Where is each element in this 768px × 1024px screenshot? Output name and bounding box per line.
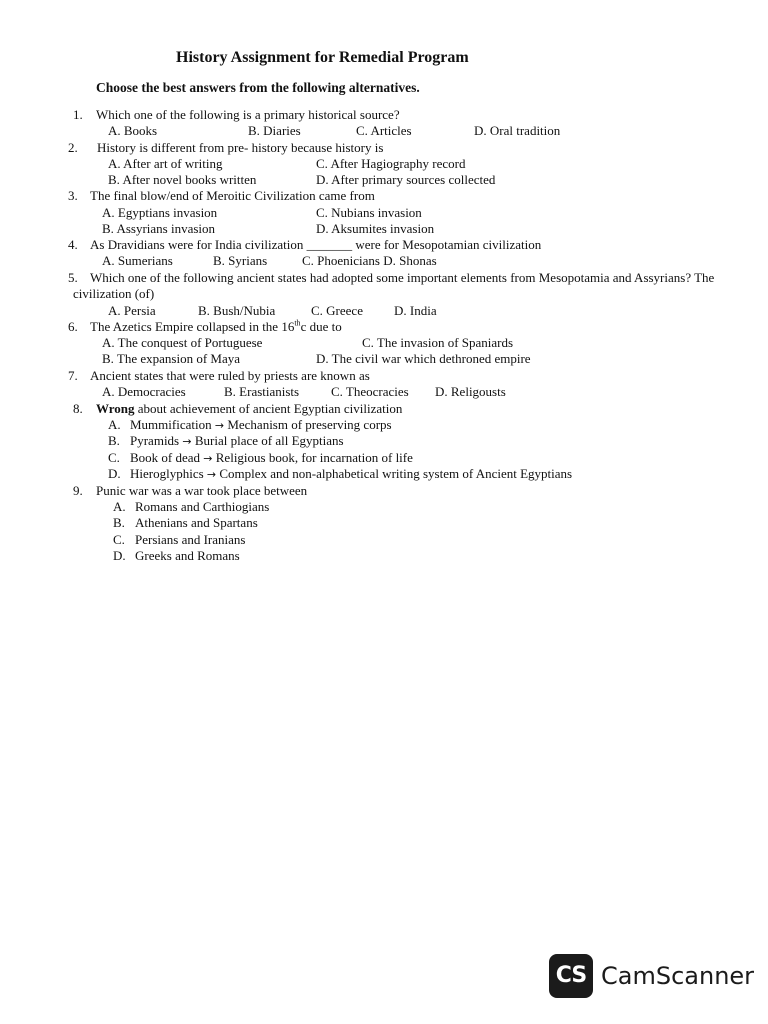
question-5-text-continued: civilization (of) bbox=[73, 286, 155, 301]
camscanner-logo-icon: CS bbox=[549, 954, 593, 998]
right-arrow-icon: → bbox=[206, 468, 217, 481]
question-8-number: 8. bbox=[73, 401, 83, 416]
option-text: Romans and Carthiogians bbox=[135, 499, 270, 514]
question-7-option-d: D. Religousts bbox=[435, 384, 506, 399]
camscanner-name: CamScanner bbox=[601, 962, 755, 990]
option-description: Religious book, for incarnation of life bbox=[215, 450, 413, 465]
option-term: Pyramids bbox=[130, 433, 180, 448]
instruction: Choose the best answers from the following alternatives. bbox=[96, 80, 420, 95]
camscanner-watermark bbox=[549, 954, 755, 998]
question-4-option-b: B. Syrians bbox=[213, 253, 268, 268]
question-6-option-a: A. The conquest of Portuguese bbox=[102, 335, 263, 350]
question-8-option-d bbox=[108, 466, 572, 483]
question-2-option-b: B. After novel books written bbox=[108, 172, 257, 187]
option-term: Hieroglyphics bbox=[130, 466, 204, 481]
question-6-option-d: D. The civil war which dethroned empire bbox=[316, 351, 531, 366]
question-5-option-b: B. Bush/Nubia bbox=[198, 303, 276, 318]
question-6-text-before: The Azetics Empire collapsed in the 16 bbox=[90, 319, 295, 334]
question-4-number: 4. bbox=[68, 237, 78, 252]
option-label: C. bbox=[108, 450, 120, 465]
question-1-option-d: D. Oral tradition bbox=[474, 123, 561, 138]
option-term: Book of dead bbox=[130, 450, 201, 465]
question-7-number: 7. bbox=[68, 368, 78, 383]
option-term: Mummification bbox=[130, 417, 212, 432]
question-5-option-d: D. India bbox=[394, 303, 437, 318]
option-text: Persians and Iranians bbox=[135, 532, 246, 547]
question-1-number: 1. bbox=[73, 107, 83, 122]
option-label: C. bbox=[113, 532, 125, 547]
option-text: Greeks and Romans bbox=[135, 548, 240, 563]
option-label: B. bbox=[108, 433, 120, 448]
question-6-superscript: th bbox=[294, 318, 301, 328]
question-8-text bbox=[96, 401, 402, 417]
question-7-option-a: A. Democracies bbox=[102, 384, 186, 399]
question-3-option-b: B. Assyrians invasion bbox=[102, 221, 216, 236]
option-label: D. bbox=[108, 466, 121, 481]
question-3-text: The final blow/end of Meroitic Civilization came from bbox=[90, 188, 375, 203]
option-description: Burial place of all Egyptians bbox=[194, 433, 344, 448]
question-8-option-b bbox=[108, 433, 344, 450]
question-5-option-a: A. Persia bbox=[108, 303, 156, 318]
question-9-text: Punic war was a war took place between bbox=[96, 483, 308, 498]
right-arrow-icon: → bbox=[203, 452, 213, 465]
question-1-option-a: A. Books bbox=[108, 123, 158, 138]
option-description: Complex and non-alphabetical writing system of Ancient Egyptians bbox=[219, 466, 573, 481]
question-7-option-b: B. Erastianists bbox=[224, 384, 300, 399]
question-1-option-c: C. Articles bbox=[356, 123, 412, 138]
question-3-option-d: D. Aksumites invasion bbox=[316, 221, 435, 236]
question-9-option-a bbox=[113, 499, 269, 515]
page-title: History Assignment for Remedial Program bbox=[176, 49, 469, 66]
question-6-number: 6. bbox=[68, 319, 78, 334]
option-text: Athenians and Spartans bbox=[135, 515, 258, 530]
question-6-option-c: C. The invasion of Spaniards bbox=[362, 335, 514, 350]
question-7-text: Ancient states that were ruled by priests are known as bbox=[90, 368, 370, 383]
question-2-option-a: A. After art of writing bbox=[108, 156, 223, 171]
question-8-option-c bbox=[108, 450, 413, 467]
question-2-option-c: C. After Hagiography record bbox=[316, 156, 466, 171]
option-description: Mechanism of preserving corps bbox=[227, 417, 392, 432]
question-9-option-b bbox=[113, 515, 258, 531]
question-9-number: 9. bbox=[73, 483, 83, 498]
question-2-option-d: D. After primary sources collected bbox=[316, 172, 496, 187]
option-label: D. bbox=[113, 548, 126, 563]
question-1-option-b: B. Diaries bbox=[248, 123, 301, 138]
question-7-option-c: C. Theocracies bbox=[331, 384, 409, 399]
question-8-text-rest: about achievement of ancient Egyptian civilization bbox=[134, 401, 403, 416]
question-6-text bbox=[90, 319, 342, 335]
question-1-text: Which one of the following is a primary historical source? bbox=[96, 107, 400, 122]
option-label: B. bbox=[113, 515, 125, 530]
question-4-option-a: A. Sumerians bbox=[102, 253, 173, 268]
question-5-option-c: C. Greece bbox=[311, 303, 363, 318]
question-5-text: Which one of the following ancient states had adopted some important elements from Mesopotamia and Assyrians? The bbox=[90, 270, 715, 285]
option-label: A. bbox=[113, 499, 126, 514]
question-4-option-cd: C. Phoenicians D. Shonas bbox=[302, 253, 437, 268]
question-3-option-c: C. Nubians invasion bbox=[316, 205, 422, 220]
question-2-number: 2. bbox=[68, 140, 78, 155]
question-3-option-a: A. Egyptians invasion bbox=[102, 205, 218, 220]
right-arrow-icon: → bbox=[214, 419, 225, 432]
question-4-text: As Dravidians were for India civilization _______ were for Mesopotamian civilization bbox=[90, 237, 542, 252]
question-5-number: 5. bbox=[68, 270, 78, 285]
question-6-text-after: c due to bbox=[300, 319, 342, 334]
question-9-option-c bbox=[113, 532, 245, 548]
question-8-emphasis: Wrong bbox=[96, 401, 135, 416]
question-2-text: History is different from pre- history because history is bbox=[97, 140, 384, 155]
question-3-number: 3. bbox=[68, 188, 78, 203]
question-6-option-b: B. The expansion of Maya bbox=[102, 351, 241, 366]
question-9-option-d bbox=[113, 548, 240, 564]
option-label: A. bbox=[108, 417, 121, 432]
question-8-option-a bbox=[108, 417, 392, 434]
right-arrow-icon: → bbox=[182, 435, 192, 448]
